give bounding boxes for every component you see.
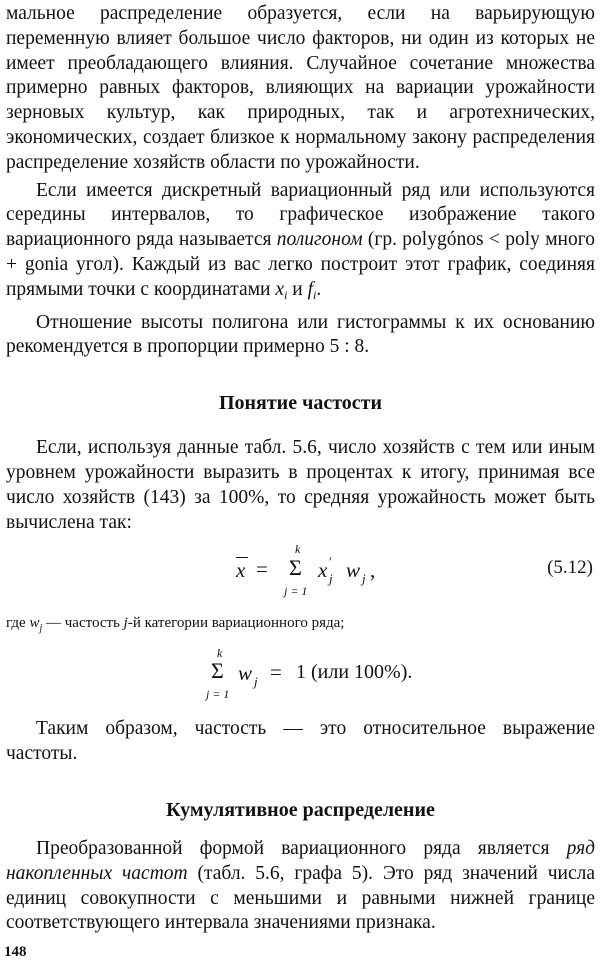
page-number: 148 <box>4 944 27 960</box>
formula2-rhs: 1 (или 100%). <box>296 661 413 684</box>
page-content <box>6 0 595 936</box>
formula-comma: , <box>370 558 376 583</box>
formula-sum-expression <box>206 647 446 709</box>
paragraph-ratio: Отношение высоты полигона или гистограммы к их основанию рекомендуется в пропорции примерно 5 : 8. <box>6 311 595 358</box>
where-w-sub: j <box>39 623 43 635</box>
formula-5-12 <box>6 543 595 609</box>
where-suffix: -й категории вариационного ряда; <box>127 615 345 632</box>
formula-term-x-prime: ′ <box>329 554 332 570</box>
heading-cumulative: Кумулятивное распределение <box>166 798 435 821</box>
formula-term-x: x <box>318 558 328 583</box>
paragraph-polygon-end: . <box>316 278 322 300</box>
paragraph-polygon <box>6 179 595 308</box>
paragraph-frequency: Если, используя данные табл. 5.6, число хозяйств с тем или иным уровнем урожайности выразить в процентах к итогу, принимая все число хозяйств (143) за 100%, то средняя урожайность может быть вычислена так: <box>6 437 595 533</box>
where-j: j <box>123 615 128 632</box>
formula-term-x-sub: j <box>329 571 333 587</box>
paragraph-cumulative-end: (табл. 5.6, графа 5). Это ряд значений числа единиц совокупности с меньшими и равными нижней границе соответствующего интервала значениями признака. <box>6 862 595 934</box>
formula-mean-x: x <box>236 558 246 583</box>
formula2-equals: = <box>270 660 282 685</box>
formula-mean-bar <box>236 557 248 558</box>
formula-term-w: w <box>346 558 361 583</box>
formula-sum-upper: k <box>295 542 301 557</box>
formula-explanation <box>6 613 595 639</box>
formula2-sum-lower: j = 1 <box>206 687 230 702</box>
where-prefix: где <box>6 615 30 632</box>
formula-sum-of-frequencies <box>6 647 595 709</box>
term-cumulative-frequencies: ряд накопленных частот <box>6 837 595 884</box>
paragraph-normal-distribution: мальное распределение образуется, если на варьирующую переменную влияет большое число факторов, ни один из которых не имеет преобладающего влияния. Случайное сочетание множества примерно равных факторов, влияющих на вариации урожайности зерновых культур, как природных, так и агротехнических, экономических, создает близкое к нормальному закону распределения распределение хозяйств области по урожайности. <box>6 3 595 173</box>
formula2-term-w: w <box>238 661 253 686</box>
where-middle: — частость <box>42 615 124 632</box>
paragraph-frequency-definition: Таким образом, частость — это относительное выражение частоты. <box>6 718 595 765</box>
formula-5-12-expression <box>236 543 436 609</box>
paragraph-cumulative <box>6 837 595 936</box>
coord-f-sub: i <box>312 287 317 302</box>
formula-equals: = <box>256 557 268 582</box>
formula-number: (5.12) <box>547 557 593 579</box>
where-w: w <box>29 615 40 632</box>
coord-x: x <box>275 278 285 300</box>
paragraph-cumulative-start: Преобразованной формой вариационного ряда является <box>36 837 567 859</box>
paragraph-polygon-mid: (гр. polygónos < poly много + gonia угол). Каждый из вас легко построит этот график, соединяя прямыми точки с координатами <box>6 229 595 300</box>
paragraph-polygon-start: Если имеется дискретный вариационный ряд или используются середины интервалов, то графическое изображение такого вариационного ряда называется <box>6 179 595 251</box>
coord-f: f <box>307 278 313 300</box>
formula2-term-w-sub: j <box>254 674 258 690</box>
coord-x-sub: i <box>284 287 288 302</box>
heading-frequency: Понятие частости <box>218 392 383 415</box>
formula-term-w-sub: j <box>362 571 366 587</box>
term-polygon: полигоном <box>276 229 363 251</box>
formula-sigma: Σ <box>289 555 302 581</box>
formula-sum-lower: j = 1 <box>284 584 308 599</box>
coord-and: и <box>287 278 308 300</box>
formula2-sum-upper: k <box>217 646 223 661</box>
formula2-sigma: Σ <box>211 658 224 684</box>
